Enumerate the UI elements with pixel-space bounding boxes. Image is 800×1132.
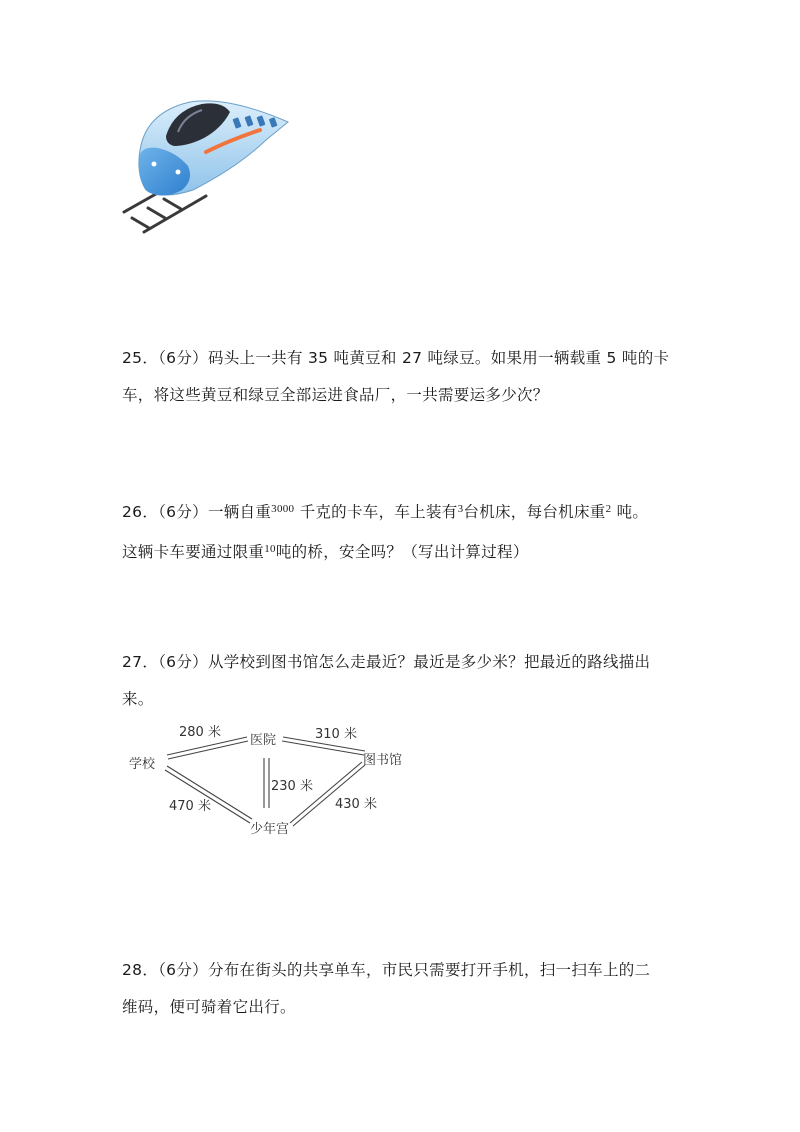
- question-text: 吨。: [611, 503, 649, 521]
- question-number: 25．: [122, 349, 159, 367]
- question-score: （6分）: [158, 961, 208, 979]
- question-score: （6分）: [158, 349, 208, 367]
- question-27: [122, 644, 682, 718]
- machine-weight-value: 2: [605, 503, 612, 515]
- route-map-diagram: [125, 718, 415, 848]
- question-score: （6分）: [158, 503, 208, 521]
- truck-weight-value: 3000: [271, 503, 295, 515]
- distance-school-youth-palace: 470 米: [169, 799, 211, 814]
- question-28-line-1: [122, 952, 682, 989]
- question-27-line-2: 来。: [122, 690, 154, 708]
- distance-hospital-library: 310 米: [315, 727, 357, 742]
- question-number: 26．: [122, 503, 159, 521]
- question-26-line-1: [122, 491, 682, 531]
- machine-count-value: 3: [457, 503, 464, 515]
- distance-school-hospital: 280 米: [179, 725, 221, 740]
- question-number: 27．: [122, 653, 159, 671]
- question-25-line-1: [122, 340, 682, 377]
- distance-youth-palace-library: 430 米: [335, 797, 377, 812]
- question-text: 千克的卡车，车上装有: [294, 503, 458, 521]
- question-text: 台机床，每台机床重: [463, 503, 606, 521]
- question-text: 吨的桥，安全吗？（写出计算过程）: [275, 543, 529, 561]
- question-text: 分布在街头的共享单车，市民只需要打开手机，扫一扫车上的二: [207, 961, 651, 979]
- place-hospital: 医院: [250, 733, 277, 748]
- question-number: 28．: [122, 961, 159, 979]
- question-25-line-2: 车，将这些黄豆和绿豆全部运进食品厂，一共需要运多少次？: [122, 386, 549, 404]
- question-text: 码头上一共有 35 吨黄豆和 27 吨绿豆。如果用一辆载重 5 吨的卡: [207, 349, 670, 367]
- place-library: 图书馆: [363, 753, 403, 768]
- question-text: 这辆卡车要通过限重: [122, 543, 265, 561]
- road-school-youth-palace: [165, 770, 250, 823]
- question-28-line-2: 维码，便可骑着它出行。: [122, 998, 296, 1016]
- question-text: 从学校到图书馆怎么走最近？最近是多少米？把最近的路线描出: [207, 653, 651, 671]
- place-school: 学校: [129, 757, 156, 772]
- bridge-limit-value: 10: [264, 543, 276, 555]
- question-25: [122, 340, 682, 414]
- question-26-line-2: [122, 531, 682, 571]
- question-27-line-1: [122, 644, 682, 681]
- question-text: 一辆自重: [207, 503, 272, 521]
- question-26: [122, 491, 682, 571]
- place-youth-palace: 少年宫: [250, 822, 290, 837]
- question-score: （6分）: [158, 653, 208, 671]
- high-speed-train-icon: [118, 92, 293, 237]
- road-youth-palace-library: [293, 765, 365, 826]
- distance-hospital-youth-palace: 230 米: [271, 779, 313, 794]
- question-28: [122, 952, 682, 1026]
